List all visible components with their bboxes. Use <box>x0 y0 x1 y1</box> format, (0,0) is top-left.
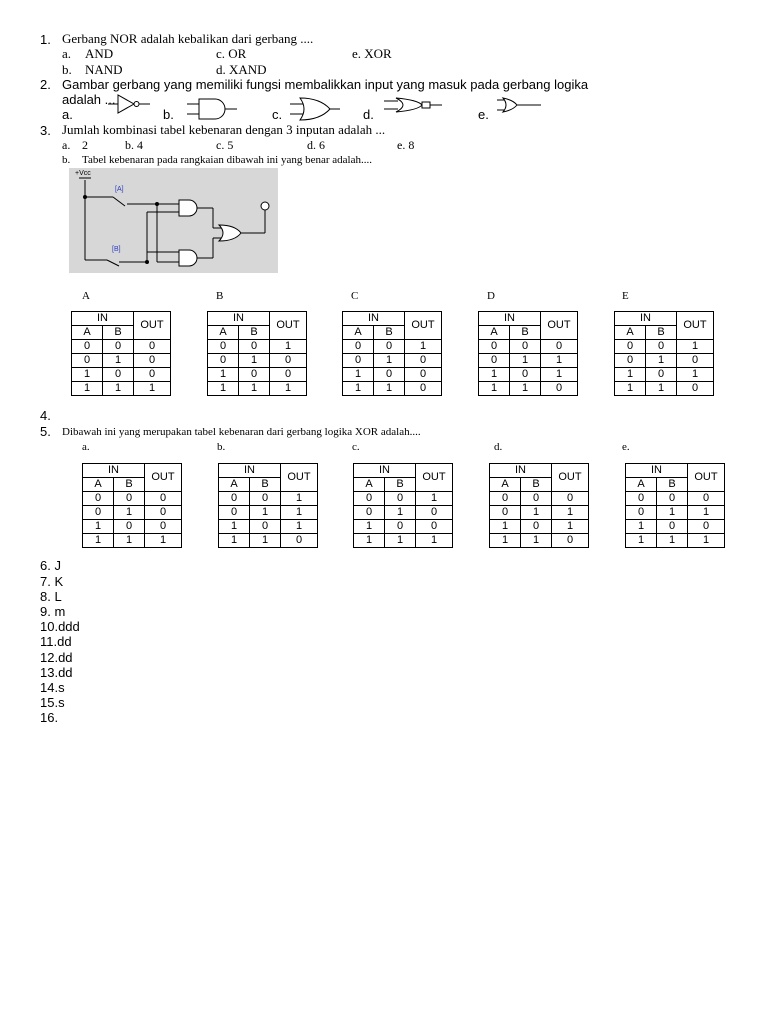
b-header: B <box>239 326 270 340</box>
truth-table <box>478 311 578 396</box>
cell: 1 <box>219 534 250 548</box>
cell: 1 <box>385 534 416 548</box>
cell: 1 <box>72 382 103 396</box>
cell: 1 <box>343 368 374 382</box>
in-header: IN <box>354 464 416 478</box>
q1-option: NAND <box>85 62 123 77</box>
circuit-diagram <box>69 168 278 273</box>
in-header: IN <box>479 312 541 326</box>
cell: 0 <box>83 492 114 506</box>
cell: 0 <box>405 354 442 368</box>
cell: 0 <box>145 520 182 534</box>
truth-table <box>342 311 442 396</box>
cell: 1 <box>521 534 552 548</box>
cell: 0 <box>114 520 145 534</box>
cell: 0 <box>374 340 405 354</box>
cell: 0 <box>219 492 250 506</box>
cell: 1 <box>134 382 171 396</box>
cell: 1 <box>354 534 385 548</box>
list-item: 10.ddd <box>40 619 80 634</box>
cell: 0 <box>270 368 307 382</box>
q4-option-letter: B <box>216 290 224 302</box>
a-header: A <box>219 478 250 492</box>
b-header: B <box>646 326 677 340</box>
q2-option-label: b. <box>163 107 174 122</box>
switch-a-label: [A] <box>115 186 124 193</box>
cell: 1 <box>416 492 453 506</box>
cell: 0 <box>688 492 725 506</box>
cell: 1 <box>490 520 521 534</box>
cell: 0 <box>615 340 646 354</box>
truth-table <box>71 311 171 396</box>
cell: 0 <box>416 520 453 534</box>
cell: 0 <box>219 506 250 520</box>
q1-option: AND <box>85 46 114 61</box>
cell: 0 <box>479 354 510 368</box>
truth-table <box>218 463 318 548</box>
q1-question: Gerbang NOR adalah kebalikan dari gerbang .... <box>62 31 314 46</box>
cell: 0 <box>103 368 134 382</box>
in-header: IN <box>72 312 134 326</box>
cell: 0 <box>343 340 374 354</box>
or-gate-icon <box>497 96 543 116</box>
list-item: 9. m <box>40 604 66 619</box>
cell: 1 <box>677 340 714 354</box>
cell: 1 <box>83 520 114 534</box>
list-item: 15.s <box>40 695 65 710</box>
cell: 0 <box>145 492 182 506</box>
cell: 1 <box>208 368 239 382</box>
out-header: OUT <box>134 312 171 340</box>
cell: 0 <box>134 368 171 382</box>
cell: 0 <box>72 354 103 368</box>
cell: 0 <box>250 520 281 534</box>
cell: 0 <box>615 354 646 368</box>
cell: 1 <box>490 534 521 548</box>
cell: 0 <box>134 340 171 354</box>
q1-option: d. XAND <box>216 62 267 77</box>
q5-option-letter: c. <box>352 441 360 453</box>
cell: 1 <box>114 506 145 520</box>
cell: 0 <box>114 492 145 506</box>
truth-table <box>207 311 307 396</box>
q4-option-letter: D <box>487 290 495 302</box>
list-item: 8. L <box>40 589 62 604</box>
b-header: B <box>521 478 552 492</box>
cell: 1 <box>646 382 677 396</box>
cell: 0 <box>405 368 442 382</box>
cell: 1 <box>646 354 677 368</box>
a-header: A <box>490 478 521 492</box>
cell: 0 <box>134 354 171 368</box>
q3-question: Jumlah kombinasi tabel kebenaran dengan 3 inputan adalah ... <box>62 122 386 137</box>
q2-number: 2. <box>40 77 51 92</box>
cell: 1 <box>281 492 318 506</box>
cell: 1 <box>688 534 725 548</box>
cell: 1 <box>521 506 552 520</box>
cell: 1 <box>479 382 510 396</box>
cell: 0 <box>657 492 688 506</box>
truth-table <box>82 463 182 548</box>
cell: 1 <box>405 340 442 354</box>
q3-option: a. <box>62 138 71 152</box>
q4-label: b. <box>62 154 71 166</box>
out-header: OUT <box>145 464 182 492</box>
q2-option-label: a. <box>62 107 73 122</box>
cell: 0 <box>103 340 134 354</box>
cell: 1 <box>541 354 578 368</box>
cell: 1 <box>416 534 453 548</box>
cell: 1 <box>626 534 657 548</box>
cell: 1 <box>657 534 688 548</box>
cell: 0 <box>490 506 521 520</box>
cell: 1 <box>374 354 405 368</box>
truth-table <box>353 463 453 548</box>
cell: 1 <box>541 368 578 382</box>
b-header: B <box>374 326 405 340</box>
cell: 1 <box>270 340 307 354</box>
q5-number: 5. <box>40 424 51 439</box>
q3-option: b. 4 <box>125 138 143 152</box>
q2-question-line1: Gambar gerbang yang memiliki fungsi membalikkan input yang masuk pada gerbang logika <box>62 77 589 92</box>
in-header: IN <box>343 312 405 326</box>
in-header: IN <box>83 464 145 478</box>
cell: 0 <box>552 534 589 548</box>
cell: 0 <box>626 506 657 520</box>
cell: 0 <box>208 340 239 354</box>
out-header: OUT <box>552 464 589 492</box>
q3-option: 2 <box>82 138 88 152</box>
cell: 0 <box>354 492 385 506</box>
cell: 0 <box>510 368 541 382</box>
cell: 0 <box>541 382 578 396</box>
cell: 1 <box>103 354 134 368</box>
q5-option-letter: d. <box>494 441 503 453</box>
cell: 1 <box>374 382 405 396</box>
cell: 0 <box>239 368 270 382</box>
cell: 0 <box>521 520 552 534</box>
cell: 0 <box>479 340 510 354</box>
q5-question: Dibawah ini yang merupakan tabel kebenaran dari gerbang logika XOR adalah.... <box>62 426 421 438</box>
cell: 1 <box>250 506 281 520</box>
cell: 1 <box>83 534 114 548</box>
list-item: 14.s <box>40 680 65 695</box>
cell: 0 <box>250 492 281 506</box>
cell: 1 <box>479 368 510 382</box>
cell: 1 <box>688 506 725 520</box>
cell: 0 <box>646 368 677 382</box>
q4-option-letter: A <box>82 290 90 302</box>
out-header: OUT <box>281 464 318 492</box>
cell: 0 <box>145 506 182 520</box>
cell: 1 <box>250 534 281 548</box>
out-header: OUT <box>405 312 442 340</box>
cell: 1 <box>114 534 145 548</box>
q3-option: e. 8 <box>397 138 415 152</box>
q1-option: e. XOR <box>352 46 392 61</box>
a-header: A <box>479 326 510 340</box>
b-header: B <box>510 326 541 340</box>
cell: 1 <box>552 506 589 520</box>
a-header: A <box>208 326 239 340</box>
truth-table <box>489 463 589 548</box>
cell: 0 <box>405 382 442 396</box>
a-header: A <box>343 326 374 340</box>
a-header: A <box>72 326 103 340</box>
out-header: OUT <box>688 464 725 492</box>
cell: 0 <box>208 354 239 368</box>
cell: 0 <box>510 340 541 354</box>
q5-option-letter: a. <box>82 441 90 453</box>
cell: 0 <box>688 520 725 534</box>
cell: 1 <box>208 382 239 396</box>
cell: 0 <box>626 492 657 506</box>
and-gate-icon <box>187 97 239 121</box>
cell: 0 <box>521 492 552 506</box>
cell: 1 <box>103 382 134 396</box>
in-header: IN <box>490 464 552 478</box>
cell: 0 <box>83 506 114 520</box>
cell: 1 <box>552 520 589 534</box>
cell: 1 <box>72 368 103 382</box>
cell: 0 <box>281 534 318 548</box>
cell: 0 <box>677 354 714 368</box>
cell: 0 <box>552 492 589 506</box>
cell: 1 <box>281 506 318 520</box>
q2-option-label: e. <box>478 107 489 122</box>
cell: 1 <box>219 520 250 534</box>
or-gate-icon <box>290 96 342 122</box>
cell: 0 <box>677 382 714 396</box>
cell: 0 <box>270 354 307 368</box>
q4-option-letter: E <box>622 290 629 302</box>
q1-option: c. OR <box>216 46 247 61</box>
b-header: B <box>103 326 134 340</box>
b-header: B <box>657 478 688 492</box>
cell: 1 <box>385 506 416 520</box>
cell: 0 <box>239 340 270 354</box>
q4-option-letter: C <box>351 290 359 302</box>
cell: 1 <box>281 520 318 534</box>
cell: 0 <box>343 354 374 368</box>
list-item: 7. K <box>40 574 64 589</box>
in-header: IN <box>626 464 688 478</box>
q1-option: a. <box>62 46 72 61</box>
cell: 0 <box>72 340 103 354</box>
q3-option: c. 5 <box>216 138 234 152</box>
q5-option-letter: e. <box>622 441 630 453</box>
q5-option-letter: b. <box>217 441 226 453</box>
list-item: 11.dd <box>40 634 72 649</box>
cell: 0 <box>354 506 385 520</box>
cell: 0 <box>541 340 578 354</box>
cell: 0 <box>490 492 521 506</box>
cell: 1 <box>239 382 270 396</box>
q2-option-label: d. <box>363 107 374 122</box>
q1-option: b. <box>62 62 72 77</box>
cell: 0 <box>646 340 677 354</box>
q4-question: Tabel kebenaran pada rangkaian dibawah ini yang benar adalah.... <box>82 154 372 166</box>
a-header: A <box>626 478 657 492</box>
cell: 1 <box>343 382 374 396</box>
cell: 1 <box>615 382 646 396</box>
not-gate-icon <box>108 92 152 120</box>
out-header: OUT <box>541 312 578 340</box>
out-header: OUT <box>270 312 307 340</box>
q3-option: d. 6 <box>307 138 325 152</box>
cell: 1 <box>145 534 182 548</box>
cell: 1 <box>354 520 385 534</box>
list-item: 13.dd <box>40 665 73 680</box>
q3-number: 3. <box>40 123 51 138</box>
cell: 0 <box>657 520 688 534</box>
list-item: 12.dd <box>40 650 73 665</box>
a-header: A <box>354 478 385 492</box>
cell: 0 <box>374 368 405 382</box>
cell: 1 <box>677 368 714 382</box>
vcc-label: +Vcc <box>75 170 91 177</box>
cell: 0 <box>385 520 416 534</box>
q1-number: 1. <box>40 32 51 47</box>
a-header: A <box>83 478 114 492</box>
cell: 1 <box>510 354 541 368</box>
cell: 1 <box>626 520 657 534</box>
q2-option-label: c. <box>272 107 283 122</box>
cell: 0 <box>416 506 453 520</box>
out-header: OUT <box>677 312 714 340</box>
cell: 1 <box>510 382 541 396</box>
out-header: OUT <box>416 464 453 492</box>
truth-table <box>614 311 714 396</box>
list-item: 16. <box>40 710 59 725</box>
in-header: IN <box>615 312 677 326</box>
list-item: 6. J <box>40 558 61 573</box>
b-header: B <box>385 478 416 492</box>
cell: 1 <box>239 354 270 368</box>
in-header: IN <box>208 312 270 326</box>
in-header: IN <box>219 464 281 478</box>
b-header: B <box>114 478 145 492</box>
cell: 1 <box>270 382 307 396</box>
q4-blank-number: 4. <box>40 408 51 423</box>
cell: 1 <box>657 506 688 520</box>
a-header: A <box>615 326 646 340</box>
truth-table <box>625 463 725 548</box>
cell: 1 <box>615 368 646 382</box>
q2-question-line2: adalah ... <box>62 92 116 107</box>
cell: 0 <box>385 492 416 506</box>
b-header: B <box>250 478 281 492</box>
buffer-gate-icon <box>384 96 444 116</box>
switch-b-label: [B] <box>112 246 121 253</box>
